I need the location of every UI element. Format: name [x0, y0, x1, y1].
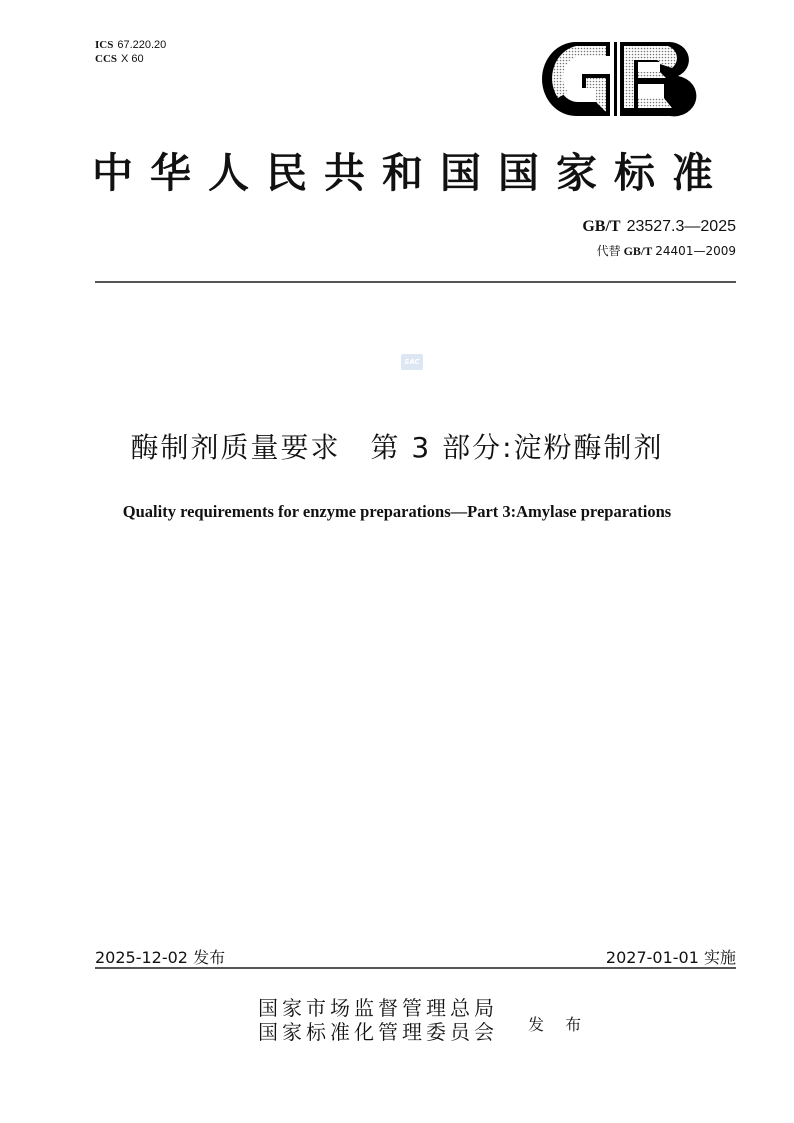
standard-number-value: 23527.3—2025: [626, 218, 736, 235]
chinese-title-part1: 酶制剂质量要求: [130, 431, 341, 464]
gb-logo-icon: [538, 38, 698, 120]
classification-codes: [95, 38, 166, 66]
publisher-sac: 国家标准化管理委员会: [258, 1020, 498, 1044]
chinese-title-part2: 第 3 部分:淀粉酶制剂: [370, 431, 664, 464]
replaces-standard: [597, 242, 736, 259]
ccs-value: X 60: [121, 53, 144, 65]
ics-value: 67.220.20: [117, 39, 167, 51]
ics-label: ICS: [95, 39, 114, 51]
english-title: Quality requirements for enzyme preparations—Part 3:Amylase preparations: [122, 502, 672, 521]
publish-label: 发 布: [528, 1015, 590, 1034]
publisher-samr: 国家市场监督管理总局: [258, 996, 498, 1020]
issue-date: 2025-12-02 发布: [95, 948, 226, 967]
replaces-prefix: GB/T: [623, 244, 653, 258]
national-standard-title: 中华人民共和国国家标准: [92, 149, 730, 197]
top-divider: [95, 281, 736, 283]
ccs-label: CCS: [95, 53, 118, 65]
ccs-code: [95, 52, 166, 66]
standard-number: [582, 216, 736, 236]
standard-prefix: GB/T: [582, 218, 621, 235]
bottom-divider: [95, 967, 736, 969]
sac-watermark-icon: SAC: [401, 354, 423, 370]
replaces-number: 24401—2009: [655, 244, 736, 258]
implementation-date: 2027-01-01 实施: [605, 948, 736, 967]
replaces-label: 代替: [596, 244, 621, 258]
chinese-title: [0, 430, 794, 466]
publishers: [258, 996, 498, 1044]
ics-code: [95, 38, 166, 52]
